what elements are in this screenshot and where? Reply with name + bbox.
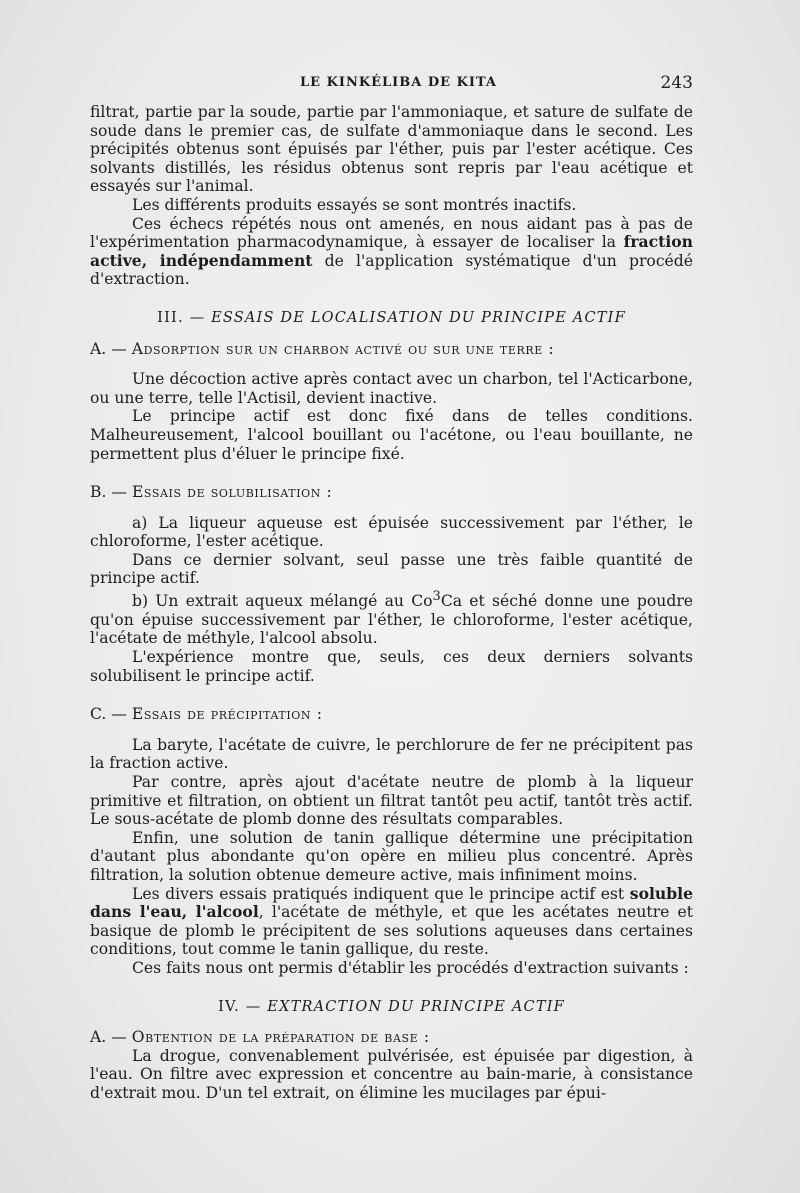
paragraph: La drogue, convenablement pulvérisée, est épuisée par digestion, à l'eau. On filtre avec expression et concentre au bain-marie, à consistance d'extrait mou. D'un tel extrait, on élimine les mucilages par épui- <box>90 1046 693 1102</box>
page-header <box>90 73 693 93</box>
paragraph: Par contre, après ajout d'acétate neutre de plomb à la liqueur primitive et filtration, on obtient un filtrat tantôt peu actif, tantôt très actif. Le sous-acétate de plomb donne des résultats comparables. <box>90 773 693 829</box>
text-run: b) Un extrait aqueux mélangé au Co <box>132 592 433 611</box>
paragraph: Ces faits nous ont permis d'établir les procédés d'extraction suivants : <box>132 958 689 977</box>
section-title: ESSAIS DE LOCALISATION DU PRINCIPE ACTIF <box>211 309 626 326</box>
running-title: LE KINKÉLIBA DE KITA <box>300 75 498 90</box>
paragraph: La baryte, l'acétate de cuivre, le perchlorure de fer ne précipitent pas la fraction active. <box>90 735 693 773</box>
subsection-label: C. — <box>90 705 127 724</box>
subsection-title: Obtention de la préparation de base : <box>131 1028 430 1047</box>
subsection-title: Adsorption sur un charbon activé ou sur une terre : <box>131 339 555 358</box>
text-run: Ca et séché donne une poudre qu'on épuise successivement par l'éther, le chloroforme, l'ester acétique, l'acétate de méthyle, l'alcool absolu. <box>90 592 693 648</box>
paragraph <box>90 215 693 289</box>
subsection-heading <box>90 1028 693 1047</box>
paragraph <box>90 588 693 648</box>
bold-text: soluble dans l'eau, l'alcool <box>90 883 693 922</box>
paragraph: Les différents produits essayés se sont montrés inactifs. <box>132 195 577 214</box>
text-run: de l'application systématique d'un procédé d'extraction. <box>90 251 693 289</box>
section-heading <box>90 998 693 1017</box>
section-title: EXTRACTION DU PRINCIPE ACTIF <box>267 998 565 1015</box>
subsection-title: Essais de solubilisation : <box>131 483 333 502</box>
subsection-label: A. — <box>90 1028 127 1047</box>
subsection-heading <box>90 340 693 359</box>
bold-text: fraction active, indépendamment <box>90 232 693 270</box>
paragraph: Dans ce dernier solvant, seul passe une très faible quantité de principe actif. <box>90 550 693 588</box>
text-run: , l'acétate de méthyle, et que les acétates neutre et basique de plomb le précipitent de ses solutions aqueuses dans certaines conditions, tout comme le tanin gallique, du reste. <box>90 903 693 959</box>
section-numeral: III. — <box>157 309 206 326</box>
text-run: Ces échecs répétés nous ont amenés, en nous aidant pas à pas de l'expérimentation pharmacodynamique, à essayer de localiser la <box>90 214 693 252</box>
page-body <box>90 103 693 1103</box>
page-number: 243 <box>660 73 693 93</box>
paragraph: L'expérience montre que, seuls, ces deux derniers solvants solubilisent le principe actif. <box>90 648 693 685</box>
paragraph: Enfin, une solution de tanin gallique détermine une précipitation d'autant plus abondante qu'on opère en milieu plus concentré. Après filtration, la solution obtenue demeure active, mais infiniment moins. <box>90 828 693 884</box>
paragraph: Une décoction active après contact avec un charbon, tel l'Acticarbone, ou une terre, telle l'Actisil, devient inactive. <box>90 370 693 407</box>
paragraph: filtrat, partie par la soude, partie par l'ammoniaque, et sature de sulfate de soude dans le premier cas, de sulfate d'ammoniaque dans le second. Les précipités obtenus sont épuisés par l'éther, puis par l'ester acétique. Ces solvants distillés, les résidus obtenus sont repris par l'eau acétique et essayés sur l'animal. <box>90 103 693 196</box>
section-heading <box>90 309 693 328</box>
text-run: Les divers essais pratiqués indiquent que le principe actif est <box>132 884 630 903</box>
subsection-heading <box>90 705 693 724</box>
subsection-title: Essais de précipitation : <box>131 705 323 724</box>
subsection-heading <box>90 483 693 502</box>
section-numeral: IV. — <box>218 998 262 1015</box>
superscript: 3 <box>432 589 441 605</box>
paragraph <box>90 885 693 959</box>
subsection-label: B. — <box>90 483 127 502</box>
subsection-label: A. — <box>90 339 127 358</box>
paragraph: a) La liqueur aqueuse est épuisée successivement par l'éther, le chloroforme, l'ester acétique. <box>90 513 693 551</box>
paragraph: Le principe actif est donc fixé dans de telles conditions. Malheureusement, l'alcool bouillant ou l'acétone, ou l'eau bouillante, ne permettent plus d'éluer le principe fixé. <box>90 407 693 463</box>
